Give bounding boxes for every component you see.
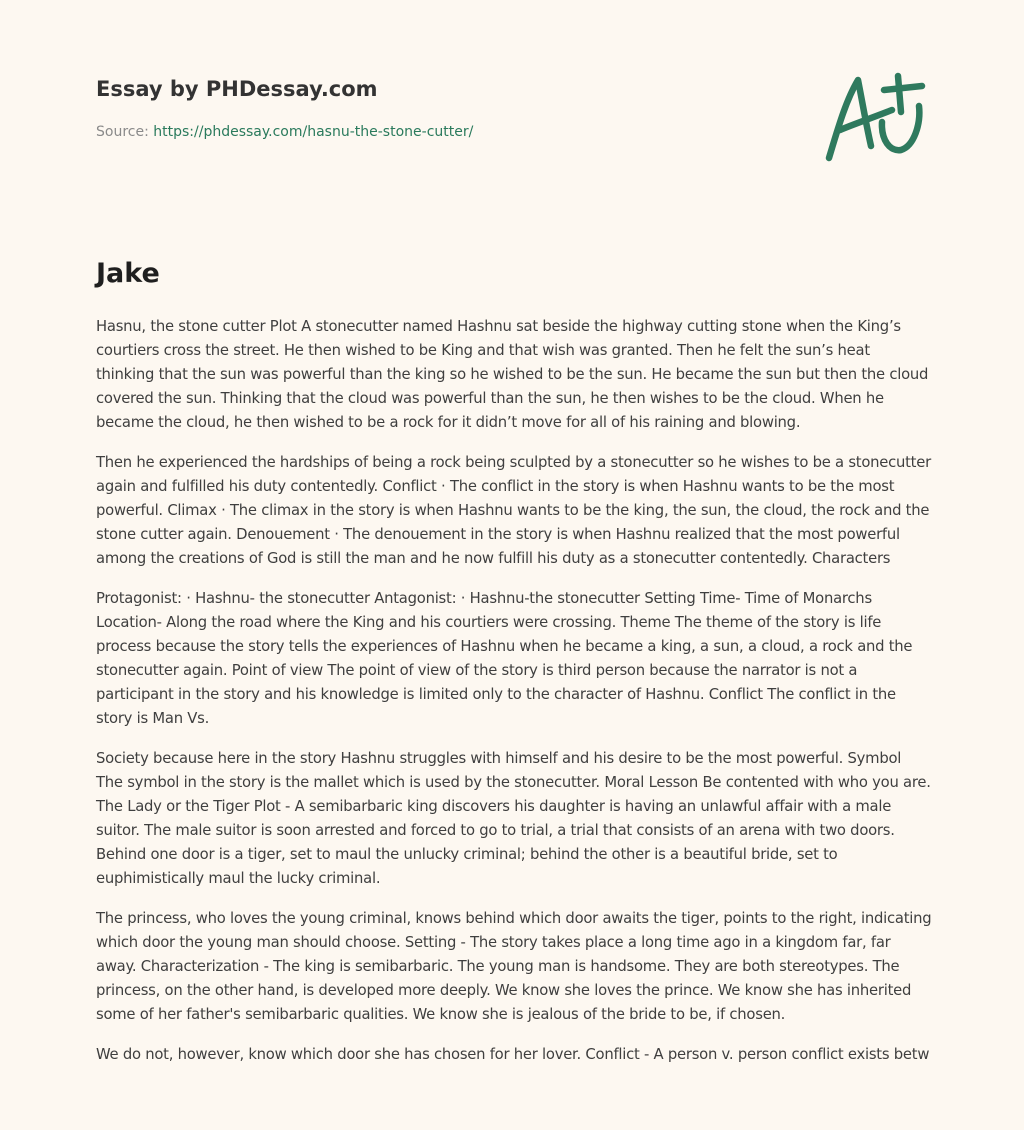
- source-link[interactable]: https://phdessay.com/hasnu-the-stone-cutter/: [153, 124, 474, 140]
- essay-paragraph: We do not, however, know which door she has chosen for her lover. Conflict - A person v. person conflict exists betw: [96, 1046, 930, 1063]
- essay-paragraph: Protagonist: · Hashnu- the stonecutter Antagonist: · Hashnu-the stonecutter Setting Time- Time of Monarchs Location- Along the road where the King and his courtiers were crossing. Theme The theme of the story is life process because the story tells the experiences of Hashnu when he became a king, a sun, a cloud, a rock and the stonecutter again. Point of view The point of view of the story is third person because the narrator is not a participant in the story and his knowledge is limited only to the character of Hashnu. Conflict The conflict in the story is Man Vs.: [96, 590, 913, 727]
- source-label: Source:: [96, 124, 154, 140]
- source-line: [96, 122, 796, 142]
- site-title: Essay by PHDessay.com: [96, 77, 378, 101]
- essay-paragraph: Hasnu, the stone cutter Plot A stonecutter named Hashnu sat beside the highway cutting stone when the King’s courtiers cross the street. He then wished to be King and that wish was granted. Then he felt the sun’s heat thinking that the sun was powerful than the king so he wished to be the sun. He became the sun but then the cloud covered the sun. Thinking that the cloud was powerful than the sun, he then wishes to be the cloud. When he became the cloud, he then wished to be a rock for it didn’t move for all of his raining and blowing.: [96, 318, 929, 431]
- essay-paragraph: The princess, who loves the young criminal, knows behind which door awaits the tiger, points to the right, indicating which door the young man should choose. Setting - The story takes place a long time ago in a kingdom far, far away. Characterization - The king is semibarbaric. The young man is handsome. They are both stereotypes. The princess, on the other hand, is developed more deeply. We know she loves the prince. We know she has inherited some of her father's semibarbaric qualities. We know she is jealous of the bride to be, if chosen.: [96, 910, 932, 1023]
- essay-paragraph: Then he experienced the hardships of being a rock being sculpted by a stonecutter so he wishes to be a stonecutter again and fulfilled his duty contentedly. Conflict · The conflict in the story is when Hashnu wants to be the most powerful. Climax · The climax in the story is when Hashnu wants to be the king, the sun, the cloud, the rock and the stone cutter again. Denouement · The denouement in the story is when Hashnu realized that the most powerful among the creations of God is still the man and he now fulfill his duty as a stonecutter contentedly. Characters: [96, 454, 931, 567]
- essay-paragraph: Society because here in the story Hashnu struggles with himself and his desire to be the most powerful. Symbol The symbol in the story is the mallet which is used by the stonecutter. Moral Lesson Be contented with who you are. The Lady or the Tiger Plot - A semibarbaric king discovers his daughter is having an unlawful affair with a male suitor. The male suitor is soon arrested and forced to go to trial, a trial that consists of an arena with two doors. Behind one door is a tiger, set to maul the unlucky criminal; behind the other is a beautiful bride, set to euphimistically maul the lucky criminal.: [96, 750, 931, 887]
- essay-body: [96, 315, 932, 1083]
- document-title: Jake: [96, 258, 160, 289]
- a-plus-logo-icon: [822, 66, 928, 166]
- page-header: [96, 74, 796, 142]
